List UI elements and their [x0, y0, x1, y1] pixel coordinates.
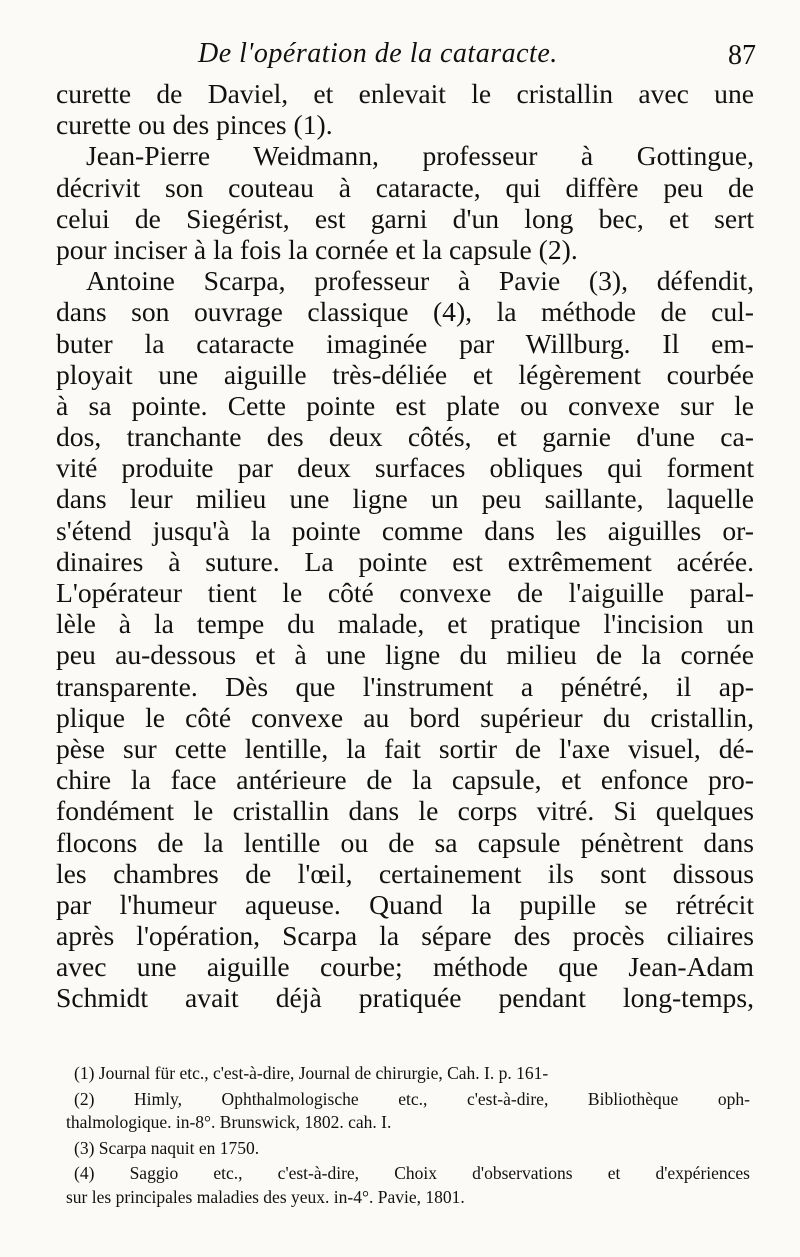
text-line: dinaires à suture. La pointe est extrêmement acérée.: [56, 545, 754, 577]
body-text: [56, 78, 754, 1014]
text-line: dos, tranchante des deux côtés, et garnie d'une ca-: [56, 421, 754, 453]
running-title: De l'opération de la cataracte.: [198, 38, 558, 69]
text-line: les chambres de l'œil, certainement ils sont dissous: [56, 857, 754, 889]
footnote: [74, 1062, 750, 1086]
text-line: par l'humeur aqueuse. Quand la pupille se rétrécit: [56, 888, 754, 920]
text-line: s'étend jusqu'à la pointe comme dans les aiguilles or-: [56, 514, 754, 546]
footnote-line: (4) Saggio etc., c'est-à-dire, Choix d'observations et d'expériences: [74, 1163, 750, 1184]
footnote: [66, 1162, 750, 1209]
footnote: [66, 1088, 750, 1135]
text-line: décrivit son couteau à cataracte, qui diffère peu de: [56, 171, 754, 203]
text-line: Jean-Pierre Weidmann, professeur à Gottingue,: [86, 140, 754, 172]
text-line: curette de Daviel, et enlevait le cristallin avec une: [56, 78, 754, 109]
text-line: pour inciser à la fois la cornée et la capsule (2).: [56, 233, 578, 265]
text-line: flocons de la lentille ou de sa capsule pénètrent dans: [56, 826, 754, 858]
text-line: lèle à la tempe du malade, et pratique l'incision un: [56, 608, 754, 640]
text-line: Schmidt avait déjà pratiquée pendant long-temps,: [56, 982, 754, 1014]
text-line: fondément le cristallin dans le corps vitré. Si quelques: [56, 795, 754, 827]
text-line: plique le côté convexe au bord supérieur du cristallin,: [56, 701, 754, 733]
text-line: ployait une aiguille très-déliée et légèrement courbée: [56, 358, 754, 390]
footnote-line: thalmologique. in-8°. Brunswick, 1802. cah. I.: [66, 1112, 392, 1133]
text-line: peu au-dessous et à une ligne du milieu de la cornée: [56, 639, 754, 671]
text-line: dans son ouvrage classique (4), la méthode de cul-: [56, 296, 754, 328]
footnote-line: (3) Scarpa naquit en 1750.: [74, 1137, 260, 1158]
footnote-line: (2) Himly, Ophthalmologische etc., c'est-à-dire, Bibliothèque oph-: [74, 1088, 750, 1109]
text-line: chire la face antérieure de la capsule, et enfonce pro-: [56, 764, 754, 796]
text-line: pèse sur cette lentille, la fait sortir de l'axe visuel, dé-: [56, 732, 754, 764]
text-line: celui de Siegérist, est garni d'un long bec, et sert: [56, 202, 754, 234]
footnote-line: sur les principales maladies des yeux. in-4°. Pavie, 1801.: [66, 1186, 465, 1207]
text-line: avec une aiguille courbe; méthode que Jean-Adam: [56, 951, 754, 983]
footnote-line: (1) Journal für etc., c'est-à-dire, Journal de chirurgie, Cah. I. p. 161-: [74, 1063, 549, 1083]
text-line: Antoine Scarpa, professeur à Pavie (3), défendit,: [86, 265, 754, 297]
page-number: 87: [728, 40, 756, 71]
text-line: après l'opération, Scarpa la sépare des procès ciliaires: [56, 920, 754, 952]
footnotes: [66, 1062, 750, 1212]
text-line: L'opérateur tient le côté convexe de l'aiguille paral-: [56, 577, 754, 608]
footnote: [74, 1137, 750, 1161]
text-line: curette ou des pinces (1).: [56, 109, 333, 141]
text-line: à sa pointe. Cette pointe est plate ou convexe sur le: [56, 389, 754, 421]
text-line: buter la cataracte imaginée par Willburg. Il em-: [56, 327, 754, 359]
text-line: dans leur milieu une ligne un peu saillante, laquelle: [56, 483, 754, 515]
text-line: vité produite par deux surfaces obliques qui forment: [56, 452, 754, 484]
running-header: [58, 38, 756, 78]
text-line: transparente. Dès que l'instrument a pénétré, il ap-: [56, 670, 754, 702]
